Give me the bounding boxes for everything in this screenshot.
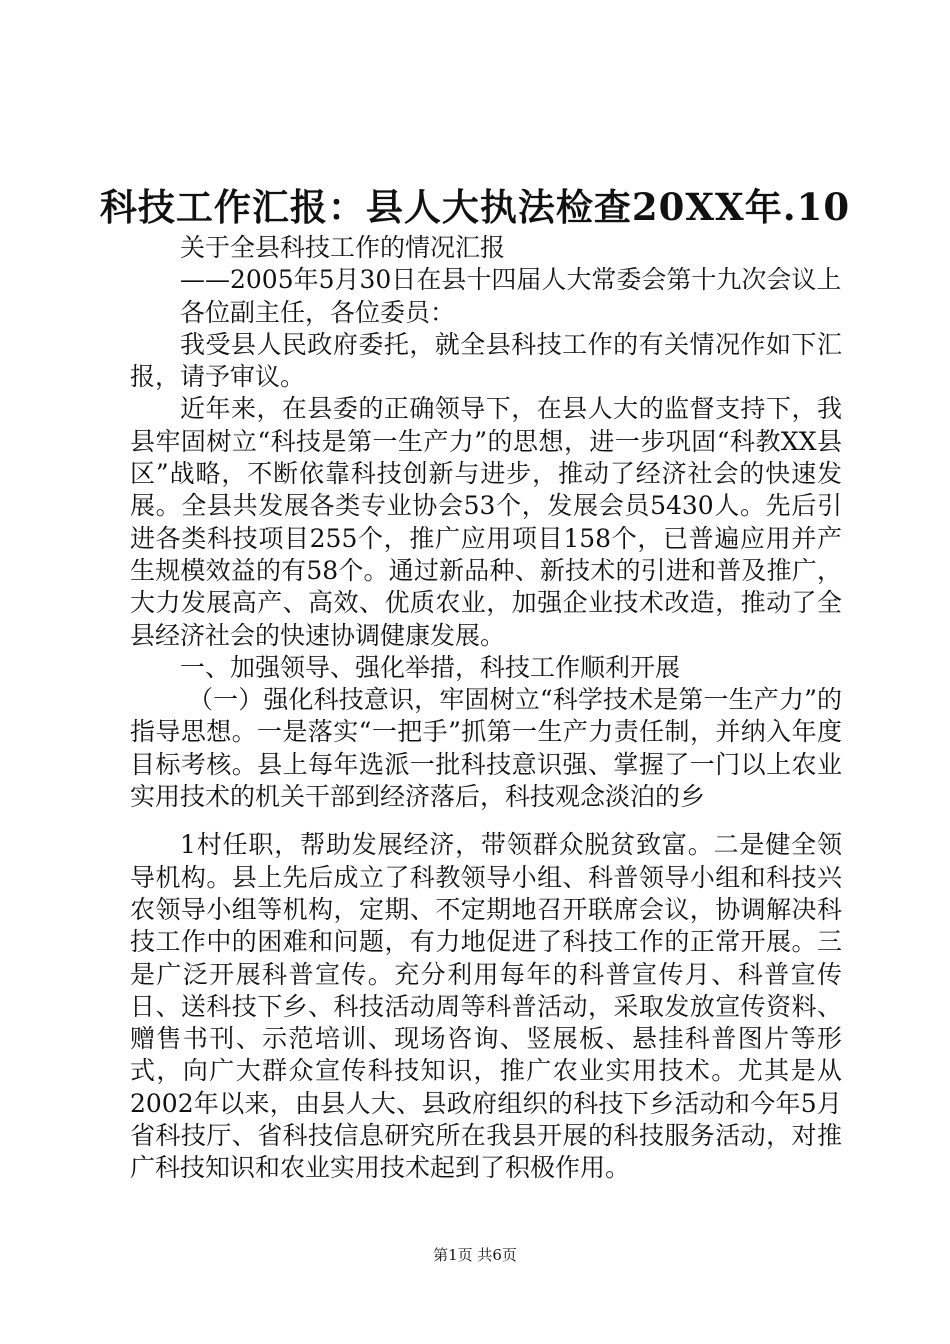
paragraph-continued: 1村任职，帮助发展经济，带领群众脱贫致富。二是健全领导机构。县上先后成立了科教领导小组、科普领导小组和科技兴农领导小组等机构，定期、不定期地召开联席会议，协调解决科技工作中的困难和问题，有力地促进了科技工作的正常开展。三是广泛开展科普宣传。充分利用每年的科普宣传月、科普宣传日、送科技下乡、科技活动周等科普活动，采取发放宣传资料、赠售书刊、示范培训、现场咨询、竖展板、悬挂科普图片等形式，向广大群众宣传科技知识，推广农业实用技术。尤其是从2002年以来，由县人大、县政府组织的科技下乡活动和今年5月省科技厅、省科技信息研究所在我县开展的科技服务活动，对推广科技知识和农业实用技术起到了积极作用。 <box>130 830 842 1183</box>
page-footer: 第1页 共6页 <box>433 1246 517 1264</box>
section-heading: 一、加强领导、强化举措，科技工作顺利开展 <box>180 652 681 682</box>
report-heading: 关于全县科技工作的情况汇报 <box>180 233 506 262</box>
subsection-paragraph: （一）强化科技意识，牢固树立“科学技术是第一生产力”的指导思想。一是落实“一把手”抓第一生产力责任制，并纳入年度目标考核。县上每年选派一批科技意识强、掌握了一门以上农业实用技术的机关干部到经济落后，科技观念淡泊的乡 <box>130 685 842 812</box>
paragraph-overview: 近年来，在县委的正确领导下，在县人大的监督支持下，我县牢固树立“科技是第一生产力”的思想，进一步巩固“科教XX县区”战略，不断依靠科技创新与进步，推动了经济社会的快速发展。全县共发展各类专业协会53个，发展会员5430人。先后引进各类科技项目255个，推广应用项目158个，已普遍应用并产生规模效益的有58个。通过新品种、新技术的引进和普及推广，大力发展高产、高效、优质农业，加强企业技术改造，推动了全县经济社会的快速协调健康发展。 <box>130 394 842 650</box>
document-title: 科技工作汇报：县人大执法检查20XX年.10 <box>99 185 851 229</box>
report-subheading: ——2005年5月30日在县十四届人大常委会第十九次会议上 <box>180 265 842 295</box>
paragraph-intro: 我受县人民政府委托，就全县科技工作的有关情况作如下汇报，请予审议。 <box>130 329 842 392</box>
salutation: 各位副主任，各位委员： <box>180 297 456 327</box>
document-body <box>130 232 842 1185</box>
